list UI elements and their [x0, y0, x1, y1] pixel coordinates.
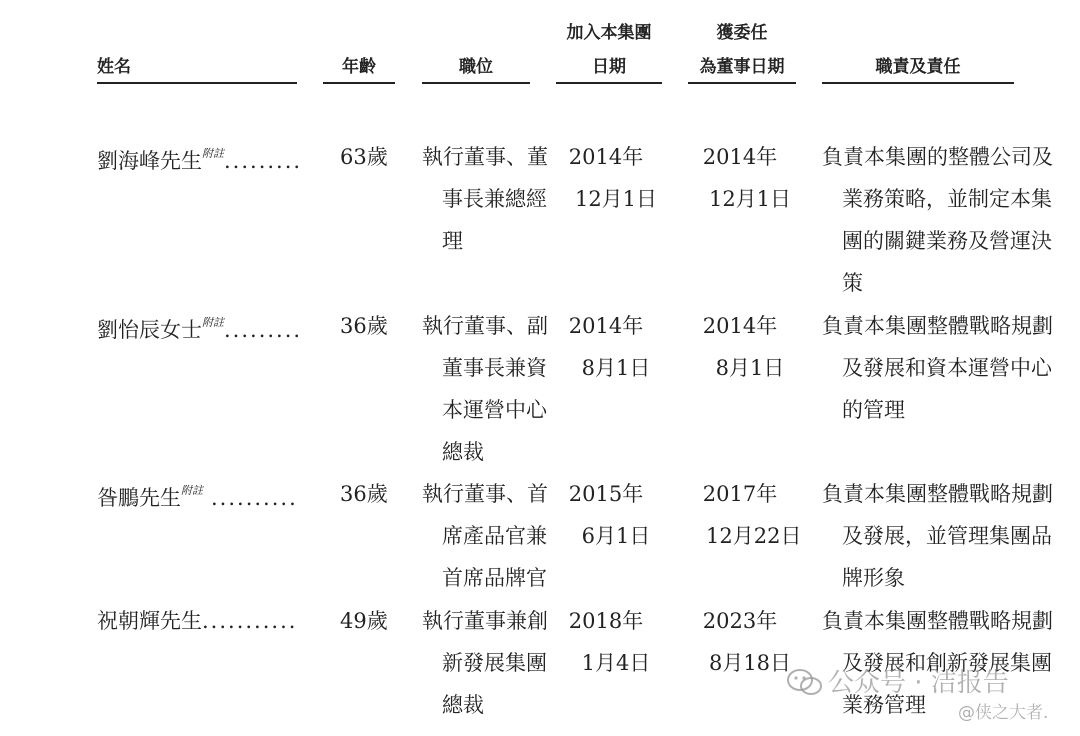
- row-2-position-line1: 執行董事、副: [422, 314, 548, 338]
- header-position: [422, 50, 530, 84]
- row-1-join-date: [552, 136, 660, 220]
- row-2-appoint-date-line1: 2014年: [702, 314, 778, 338]
- header-name-label: 姓名: [97, 57, 131, 77]
- row-4-join-date-line1: 2018年: [568, 609, 644, 633]
- row-1-position: [422, 136, 548, 262]
- header-rule-duties: [822, 82, 1014, 84]
- row-4-join-date: [552, 600, 660, 684]
- header-join-date-line1: 加入本集團: [566, 23, 652, 43]
- row-3-join-date-line1: 2015年: [568, 482, 644, 506]
- row-4-age-text: 49歲: [340, 609, 388, 633]
- row-1-name-text: 劉海峰先生: [97, 149, 202, 173]
- row-3-join-date: [552, 473, 660, 557]
- row-4-position-line1: 執行董事兼創: [422, 609, 548, 633]
- row-4-name: [97, 600, 297, 642]
- row-2-dots: .........: [224, 318, 303, 342]
- row-3-age: [340, 473, 388, 515]
- header-position-label: 職位: [459, 57, 493, 77]
- header-duties-label: 職責及責任: [875, 57, 961, 77]
- header-rule-position: [422, 82, 530, 84]
- row-2-join-date-line2: 8月1日: [581, 356, 651, 380]
- header-rule-name: [97, 82, 297, 84]
- header-join-date: [556, 16, 662, 84]
- row-2-name-text: 劉怡辰女士: [97, 318, 202, 342]
- row-2-name: [97, 305, 302, 351]
- row-2-position-line3: 本運營中心: [442, 398, 547, 422]
- row-3-position: [422, 473, 548, 599]
- row-3-duties: [822, 473, 1053, 599]
- row-4-duties-line2: 及發展和創新發展集團: [842, 651, 1052, 675]
- row-2-duties: [822, 305, 1053, 431]
- wechat-icon: [786, 668, 824, 698]
- row-1-duties-line1: 負責本集團的整體公司及: [822, 145, 1053, 169]
- row-2-age-text: 36歲: [340, 314, 388, 338]
- row-3-dots: ..........: [211, 486, 298, 510]
- row-4-position-line3: 總裁: [442, 693, 484, 717]
- row-3-join-date-line2: 6月1日: [581, 524, 651, 548]
- row-1-duties-line2: 業務策略，並制定本集: [842, 187, 1052, 211]
- row-1-position-line2: 事長兼總經: [442, 187, 547, 211]
- row-4-name-text: 祝朝輝先生: [97, 609, 202, 633]
- row-3-duties-line3: 牌形象: [842, 566, 905, 590]
- row-1-age-text: 63歲: [340, 145, 388, 169]
- header-name: [97, 50, 297, 84]
- header-duties: [822, 50, 1014, 84]
- row-4-dots: ...........: [202, 609, 298, 633]
- header-rule-join-date: [556, 82, 662, 84]
- row-4-position: [422, 600, 548, 726]
- row-4-appoint-date-line1: 2023年: [702, 609, 778, 633]
- row-3-duties-line2: 及發展，並管理集團品: [842, 524, 1052, 548]
- row-1-appoint-date: [686, 136, 794, 220]
- row-1-name: [97, 136, 302, 182]
- row-1-appoint-date-line1: 2014年: [702, 145, 778, 169]
- row-4-duties-line3: 業務管理: [842, 693, 926, 717]
- row-2-appoint-date: [686, 305, 794, 389]
- row-3-position-line2: 席產品官兼: [442, 524, 547, 548]
- row-1-dots: .........: [224, 149, 303, 173]
- row-3-appoint-date: [686, 473, 802, 557]
- row-2-join-date-line1: 2014年: [568, 314, 644, 338]
- header-appoint-date-line1: 獲委任: [716, 23, 768, 43]
- row-2-position-line2: 董事長兼資: [442, 356, 547, 380]
- row-3-appoint-date-line1: 2017年: [702, 482, 778, 506]
- row-4-age: [340, 600, 388, 642]
- row-4-appoint-date-line2: 8月18日: [708, 651, 792, 675]
- row-1-duties: [822, 136, 1053, 304]
- row-1-position-line3: 理: [442, 229, 463, 253]
- row-2-duties-line3: 的管理: [842, 398, 905, 422]
- row-4-position-line2: 新發展集團: [442, 651, 547, 675]
- header-appoint-date: [688, 16, 796, 84]
- row-2-duties-line1: 負責本集團整體戰略規劃: [822, 314, 1053, 338]
- row-3-name: [97, 473, 298, 519]
- header-age: [323, 50, 395, 84]
- row-1-position-line1: 執行董事、董: [422, 145, 548, 169]
- row-2-join-date: [552, 305, 660, 389]
- row-1-join-date-line2: 12月1日: [574, 187, 658, 211]
- row-1-duties-line3: 團的關鍵業務及營運決: [842, 229, 1052, 253]
- row-1-join-date-line1: 2014年: [568, 145, 644, 169]
- row-1-appoint-date-line2: 12月1日: [708, 187, 792, 211]
- watermark: [786, 660, 1076, 723]
- row-2-position: [422, 305, 548, 473]
- row-1-duties-line4: 策: [842, 271, 863, 295]
- header-appoint-date-line2: 為董事日期: [699, 57, 785, 77]
- row-3-position-line3: 首席品牌官: [442, 566, 547, 590]
- row-3-appoint-date-line2: 12月22日: [706, 524, 802, 548]
- row-2-position-line4: 總裁: [442, 440, 484, 464]
- row-4-join-date-line2: 1月4日: [581, 651, 651, 675]
- row-2-appoint-date-line2: 8月1日: [715, 356, 785, 380]
- header-age-label: 年齡: [342, 57, 376, 77]
- row-3-note: 附註: [181, 484, 203, 497]
- row-2-duties-line2: 及發展和資本運營中心: [842, 356, 1052, 380]
- header-rule-appoint-date: [688, 82, 796, 84]
- row-3-position-line1: 執行董事、首: [422, 482, 548, 506]
- row-4-duties-line1: 負責本集團整體戰略規劃: [822, 609, 1053, 633]
- row-3-age-text: 36歲: [340, 482, 388, 506]
- header-rule-age: [323, 82, 395, 84]
- row-1-age: [340, 136, 388, 178]
- header-join-date-line2: 日期: [592, 57, 626, 77]
- watermark-line1: 公众号 · 洁报告: [828, 668, 1009, 698]
- row-2-age: [340, 305, 388, 347]
- row-1-note: 附註: [202, 147, 224, 160]
- row-2-note: 附註: [202, 316, 224, 329]
- watermark-line2: @侠之大者.: [958, 703, 1049, 723]
- row-3-name-text: 昝鵬先生: [97, 486, 181, 510]
- row-3-duties-line1: 負責本集團整體戰略規劃: [822, 482, 1053, 506]
- row-4-appoint-date: [686, 600, 794, 684]
